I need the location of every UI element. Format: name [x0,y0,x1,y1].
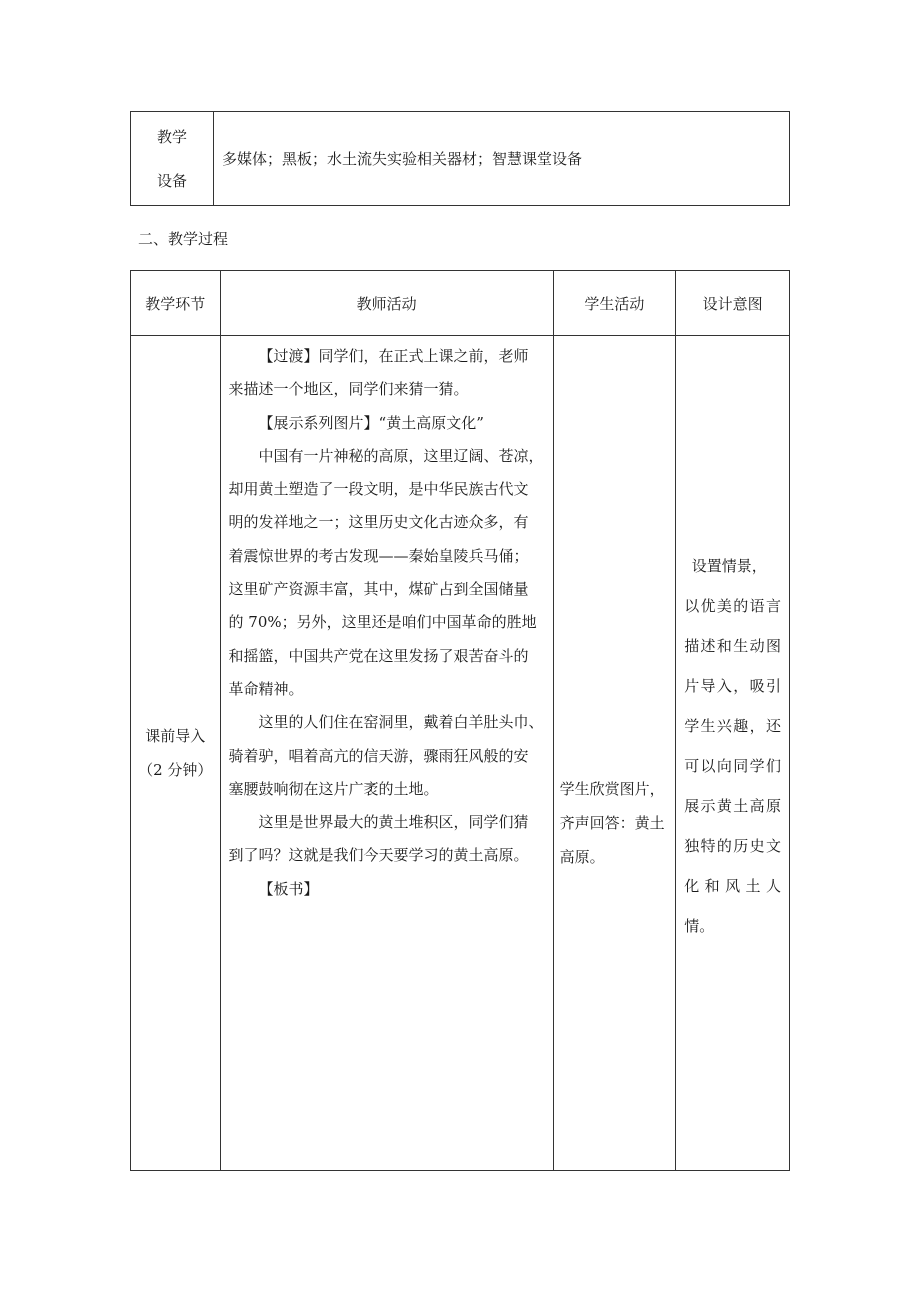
section-heading: 二、教学过程 [138,230,229,248]
teacher-line: 塞腰鼓响彻在这片广袤的土地。 [228,779,439,798]
teacher-line: 却用黄土塑造了一段文明，是中华民族古代文 [228,480,529,499]
teacher-line: 着震惊世界的考古发现——秦始皇陵兵马俑； [228,546,529,565]
design-intent-first: 设置情景， [691,557,767,575]
teacher-line: 【过渡】同学们，在正式上课之前，老师 [258,347,529,365]
header-design-intent: 设计意图 [676,271,790,336]
stage-cell [131,336,221,1171]
equipment-label [131,112,214,206]
teacher-line: 【板书】 [258,879,319,898]
equipment-label-top: 教学 [156,127,187,146]
equipment-value: 多媒体；黑板；水土流失实验相关器材；智慧课堂设备 [214,112,790,206]
header-stage: 教学环节 [131,271,221,336]
teacher-line: 这里是世界最大的黄土堆积区，同学们猜 [258,813,529,832]
teacher-line: 这里矿产资源丰富，其中，煤矿占到全国储量 [228,580,529,599]
teacher-line: 来描述一个地区，同学们来猜一猜。 [228,380,469,399]
stage-duration: （2 分钟） [138,761,213,779]
table-row [131,336,790,1171]
equipment-table [130,111,790,206]
teacher-line: 明的发祥地之一；这里历史文化古迹众多，有 [228,513,529,532]
equipment-label-bottom: 设备 [156,171,187,190]
table-header-row [131,271,790,336]
stage-name: 课前导入 [145,727,206,745]
teaching-process-table [130,270,790,1171]
teacher-line: 中国有一片神秘的高原，这里辽阔、苍凉， [258,446,544,465]
teacher-line: 的 70%；另外，这里还是咱们中国革命的胜地 [228,613,537,632]
teacher-line: 【展示系列图片】“黄土高原文化” [258,413,484,432]
design-intent-cell [676,336,790,1171]
teacher-line: 到了吗？这就是我们今天要学习的黄土高原。 [228,846,529,865]
teacher-activity-cell [220,336,553,1171]
student-activity-cell [553,336,676,1171]
teacher-line: 骑着驴，唱着高亢的信天游，骤雨狂风般的安 [228,746,529,765]
teacher-line: 这里的人们住在窑洞里，戴着白羊肚头巾、 [258,713,544,732]
teacher-line: 革命精神。 [228,679,304,698]
student-activity-text: 学生欣赏图片，齐声回答：黄土高原。 [559,780,665,866]
teacher-line: 和摇篮，中国共产党在这里发扬了艰苦奋斗的 [228,646,529,665]
design-intent-text [684,546,781,946]
design-intent-rest: 以优美的语言描述和生动图片导入，吸引学生兴趣，还可以向同学们展示黄土高原独特的历史文化和风土人情。 [684,597,781,935]
header-student-activity: 学生活动 [553,271,676,336]
header-teacher-activity: 教师活动 [220,271,553,336]
